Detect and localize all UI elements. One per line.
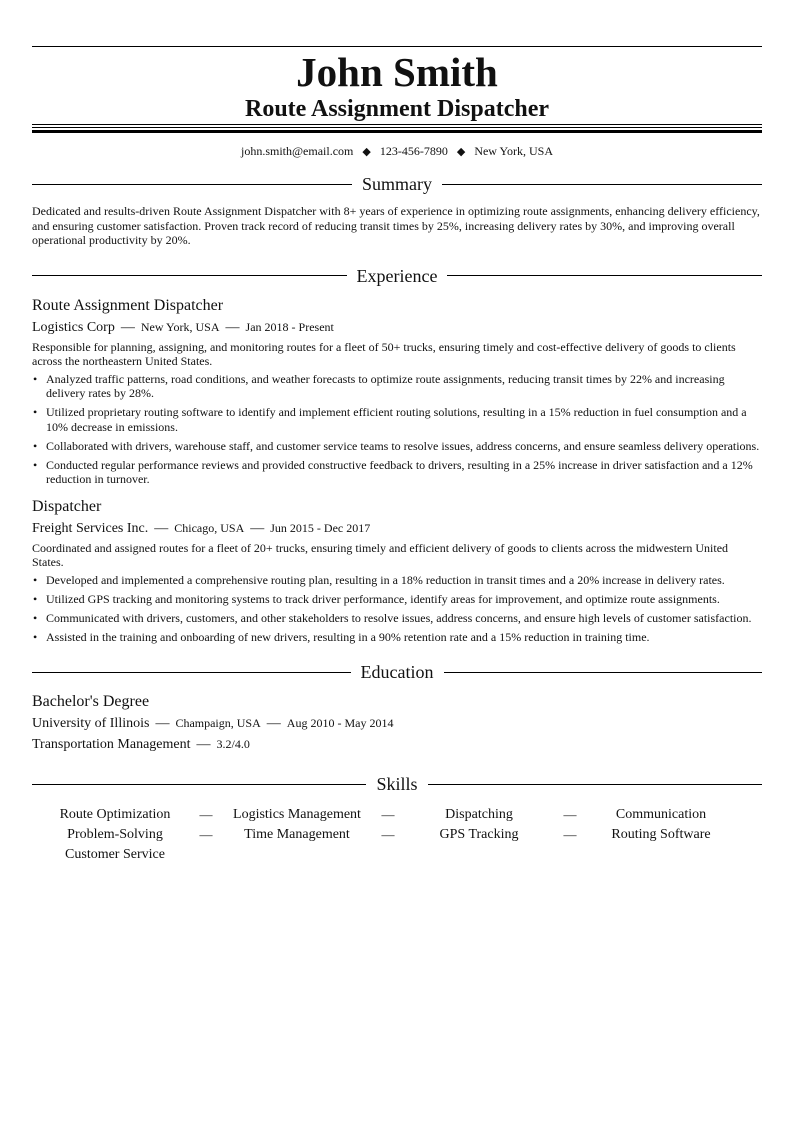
resume-page	[32, 0, 762, 864]
job-bullets	[32, 372, 762, 487]
bullet-item: • Developed and implemented a comprehensive routing plan, resulting in a 18% reduction in transit times and a 20% increase in delivery rates.	[32, 573, 762, 588]
contact-phone[interactable]: 123-456-7890	[379, 144, 448, 158]
header-rule	[32, 124, 762, 125]
job-dates: Jan 2018 - Present	[245, 319, 334, 334]
job-entry	[32, 497, 762, 645]
skill-item: Communication	[615, 807, 707, 822]
dash-separator: —	[381, 807, 395, 822]
dash-separator: —	[250, 520, 265, 536]
bullet-item: • Analyzed traffic patterns, road conditions, and weather forecasts to optimize route assignments, reducing transit times by 22% and increasing delivery rates by 28%.	[32, 372, 762, 401]
skill-item: Time Management	[244, 827, 350, 842]
diamond-separator-icon: ◆	[456, 146, 466, 158]
education-section-heading	[32, 660, 762, 684]
skill-item: Routing Software	[611, 827, 711, 842]
job-description: Coordinated and assigned routes for a fleet of 20+ trucks, ensuring timely and efficient delivery of goods to clients across the midwestern United States.	[32, 540, 729, 569]
school-location: Champaign, USA	[175, 716, 261, 730]
dash-separator: —	[563, 827, 577, 842]
dash-separator: —	[563, 807, 577, 822]
skill-item: Logistics Management	[233, 807, 361, 822]
dash-separator: —	[120, 319, 135, 335]
header-rule	[32, 127, 762, 128]
contact-email[interactable]: john.smith@email.com	[241, 144, 354, 158]
skills-heading: Skills	[376, 774, 418, 794]
skill-item: GPS Tracking	[439, 827, 519, 842]
bullet-item: • Collaborated with drivers, warehouse staff, and customer service teams to resolve issues, address concerns, and ensure seamless delivery operations.	[32, 439, 762, 454]
diamond-separator-icon: ◆	[362, 146, 371, 158]
job-company: Logistics Corp	[32, 319, 115, 335]
education-subtitle	[32, 714, 762, 733]
contact-line	[32, 143, 762, 160]
education-entry	[32, 692, 762, 754]
school-name: University of Illinois	[32, 716, 150, 731]
contact-location: New York, USA	[474, 144, 553, 158]
experience-section-heading	[32, 264, 762, 288]
skills-section-heading	[32, 772, 762, 796]
skill-item: Customer Service	[65, 847, 165, 862]
job-company: Freight Services Inc.	[32, 520, 149, 536]
bullet-item: • Utilized proprietary routing software to identify and implement efficient routing solutions, resulting in a 15% reduction in fuel consumption and a 10% decrease in emissions.	[32, 405, 762, 434]
header-rule-thick	[32, 130, 762, 133]
education-field: Transportation Management	[32, 737, 191, 752]
education-field-line	[32, 735, 762, 754]
job-title: Dispatcher	[32, 497, 102, 515]
job-title: Route Assignment Dispatcher	[32, 296, 224, 314]
job-dates: Jun 2015 - Dec 2017	[270, 520, 371, 535]
bullet-item: • Conducted regular performance reviews and provided constructive feedback to drivers, resulting in a 25% increase in driver satisfaction and a 12% reduction in turnover.	[32, 458, 762, 487]
job-location: Chicago, USA	[174, 520, 245, 535]
dash-separator: —	[225, 319, 240, 335]
dash-separator: —	[154, 520, 169, 536]
dash-separator: —	[266, 716, 281, 731]
skill-item: Dispatching	[445, 807, 513, 822]
skills-grid	[32, 806, 762, 864]
job-description: Responsible for planning, assigning, and monitoring routes for a fleet of 50+ trucks, ensuring timely and cost-effective delivery of goods to clients across the northeastern United States.	[32, 339, 736, 368]
job-entry	[32, 296, 762, 487]
education-dates: Aug 2010 - May 2014	[286, 716, 394, 730]
degree-title: Bachelor's Degree	[32, 693, 150, 710]
bullet-item: • Communicated with drivers, customers, and other stakeholders to resolve issues, address concerns, and ensure high levels of customer satisfaction.	[32, 611, 762, 626]
job-bullets	[32, 573, 762, 645]
summary-heading: Summary	[362, 174, 432, 194]
candidate-title: Route Assignment Dispatcher	[245, 96, 549, 122]
bullet-item: • Utilized GPS tracking and monitoring systems to track driver performance, identify areas for improvement, and optimize route assignments.	[32, 592, 762, 607]
candidate-name: John Smith	[296, 49, 498, 95]
top-rule	[32, 46, 762, 47]
dash-separator: —	[199, 807, 213, 822]
dash-separator: —	[381, 827, 395, 842]
summary-text: Dedicated and results-driven Route Assignment Dispatcher with 8+ years of experience in optimizing route assignments, enhancing delivery efficiency, and ensuring customer satisfaction. Proven track record of reducing transit times by 25%, increasing delivery rates by 30%, and improving overall operational productivity by 20%.	[32, 204, 760, 247]
job-location: New York, USA	[140, 319, 220, 334]
dash-separator: —	[199, 827, 213, 842]
bullet-item: • Assisted in the training and onboarding of new drivers, resulting in a 90% retention rate and a 15% reduction in training time.	[32, 630, 762, 645]
skill-item: Problem-Solving	[67, 827, 163, 842]
education-heading: Education	[360, 662, 434, 682]
summary-section-heading	[32, 172, 762, 196]
job-subtitle	[32, 318, 762, 337]
dash-separator: —	[155, 716, 170, 731]
education-gpa: 3.2/4.0	[216, 737, 250, 751]
job-subtitle	[32, 519, 762, 538]
skill-item: Route Optimization	[59, 807, 171, 822]
experience-heading: Experience	[356, 265, 438, 286]
dash-separator: —	[196, 737, 211, 752]
